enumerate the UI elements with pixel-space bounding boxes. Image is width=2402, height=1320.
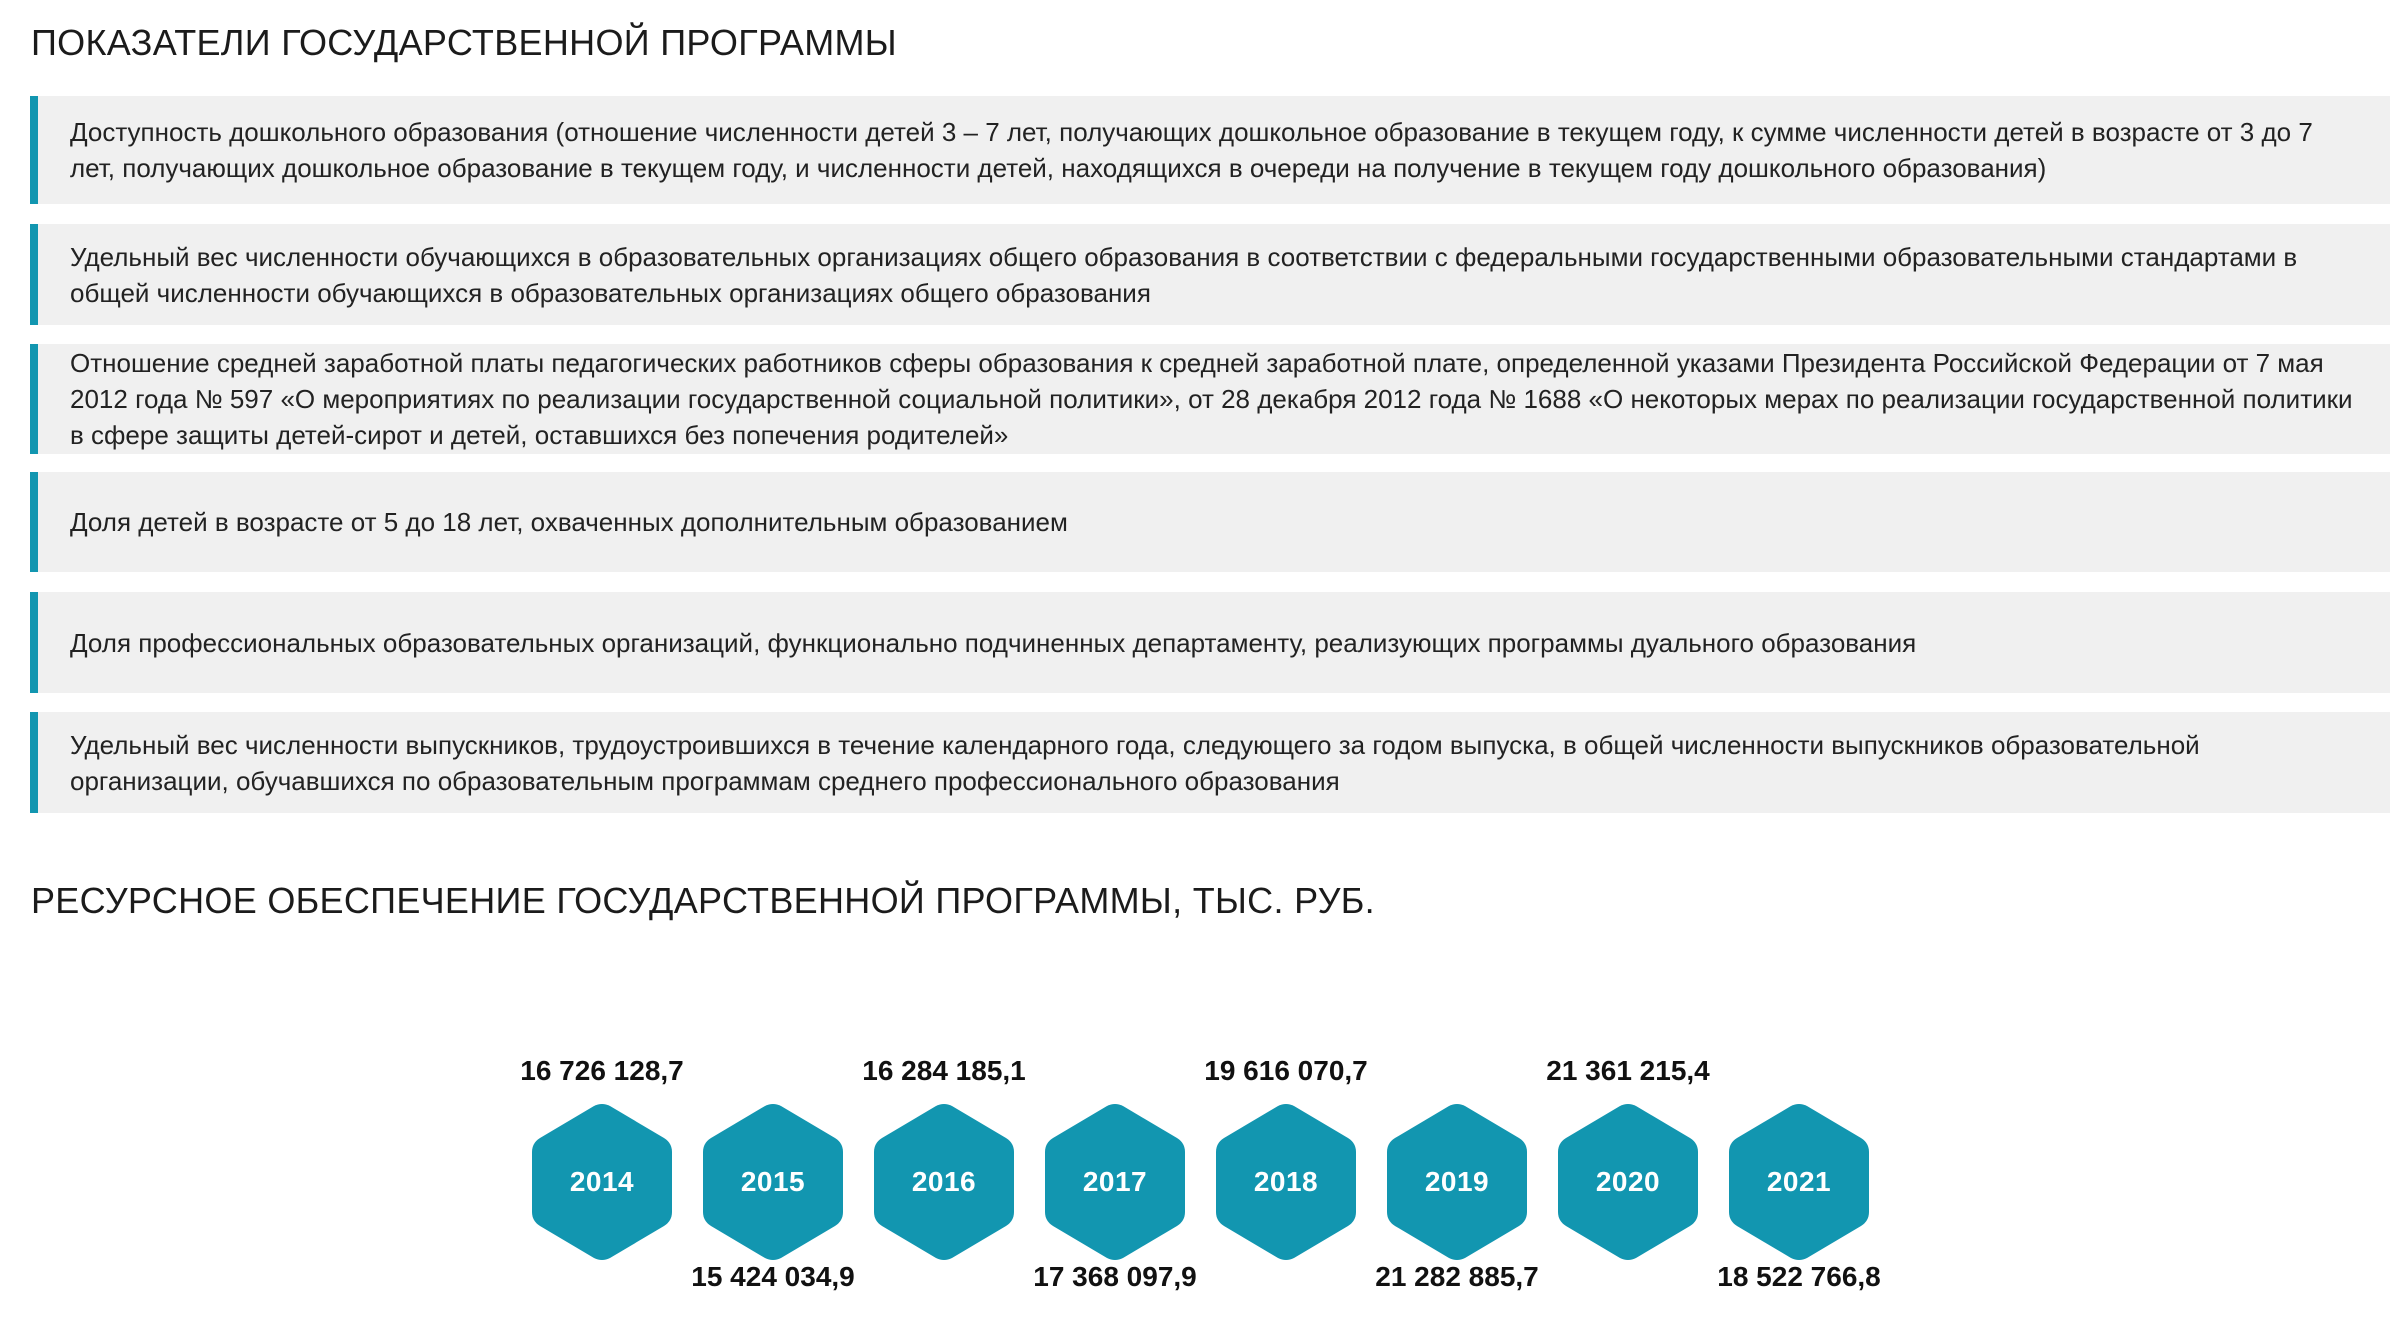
year-hexagon-2015[interactable] xyxy=(703,1102,843,1262)
funding-amount-2018: 19 616 070,7 xyxy=(1204,1055,1368,1086)
year-hexagon-2014[interactable] xyxy=(532,1102,672,1262)
year-label: 2016 xyxy=(911,1166,977,1197)
year-hexagon-2018[interactable] xyxy=(1216,1102,1356,1262)
funding-amount-2017: 17 368 097,9 xyxy=(1033,1261,1197,1292)
year-label: 2017 xyxy=(1082,1166,1148,1197)
year-label: 2014 xyxy=(569,1166,635,1197)
indicator-text: Удельный вес численности выпускников, трудоустроившихся в течение календарного года, следующего за годом выпуска, в общей численности выпускников образовательной организации, обучавшихся по образовательным программам среднего профессионального образования xyxy=(70,729,2200,796)
indicator-text: Доля профессиональных образовательных организаций, функционально подчиненных департаменту, реализующих программы дуального образования xyxy=(70,627,1917,658)
indicator-text: Удельный вес численности обучающихся в образовательных организациях общего образования в соответствии с федеральными государственными образовательными стандартами в общей численности обучающихся в образовательных организациях общего образования xyxy=(70,241,2298,308)
funding-amount-2015: 15 424 034,9 xyxy=(691,1261,855,1292)
indicators-title: ПОКАЗАТЕЛИ ГОСУДАРСТВЕННОЙ ПРОГРАММЫ xyxy=(31,22,897,63)
resources-title: РЕСУРСНОЕ ОБЕСПЕЧЕНИЕ ГОСУДАРСТВЕННОЙ ПРОГРАММЫ, ТЫС. РУБ. xyxy=(31,880,1375,921)
funding-amount-2019: 21 282 885,7 xyxy=(1375,1261,1539,1292)
funding-amount-2016: 16 284 185,1 xyxy=(862,1055,1026,1086)
year-label: 2020 xyxy=(1595,1166,1661,1197)
year-hexagon-2016[interactable] xyxy=(874,1102,1014,1262)
indicator-text: Отношение средней заработной платы педагогических работников сферы образования к средней заработной плате, определенной указами Президента Российской Федерации от 7 мая 2012 года № 597 «О мероприятиях по реализации государственной социальной политики», от 28 декабря 2012 года № 1688 «О некоторых мерах по реализации государственной политики в сфере защиты детей-сирот и детей, оставшихся без попечения родителей» xyxy=(70,348,2353,450)
year-label: 2019 xyxy=(1424,1166,1490,1197)
indicator-text: Доля детей в возрасте от 5 до 18 лет, охваченных дополнительным образованием xyxy=(70,507,1068,537)
indicator-text: Доступность дошкольного образования (отношение численности детей 3 – 7 лет, получающих дошкольное образование в текущем году, к сумме численности детей в возрасте от 3 до 7 лет, получающих дошкольное образование в текущем году, и численности детей, находящихся в очереди на получение в текущем году дошкольного образования) xyxy=(70,117,2313,183)
year-hexagon-2017[interactable] xyxy=(1045,1102,1185,1262)
year-hexagon-2020[interactable] xyxy=(1558,1102,1698,1262)
year-label: 2021 xyxy=(1766,1166,1832,1197)
year-label: 2018 xyxy=(1253,1166,1319,1197)
funding-amount-2021: 18 522 766,8 xyxy=(1717,1261,1881,1292)
year-label: 2015 xyxy=(740,1166,806,1197)
funding-amount-2014: 16 726 128,7 xyxy=(520,1055,684,1086)
year-hexagon-2021[interactable] xyxy=(1729,1102,1869,1262)
funding-amount-2020: 21 361 215,4 xyxy=(1546,1055,1710,1086)
year-hexagon-2019[interactable] xyxy=(1387,1102,1527,1262)
